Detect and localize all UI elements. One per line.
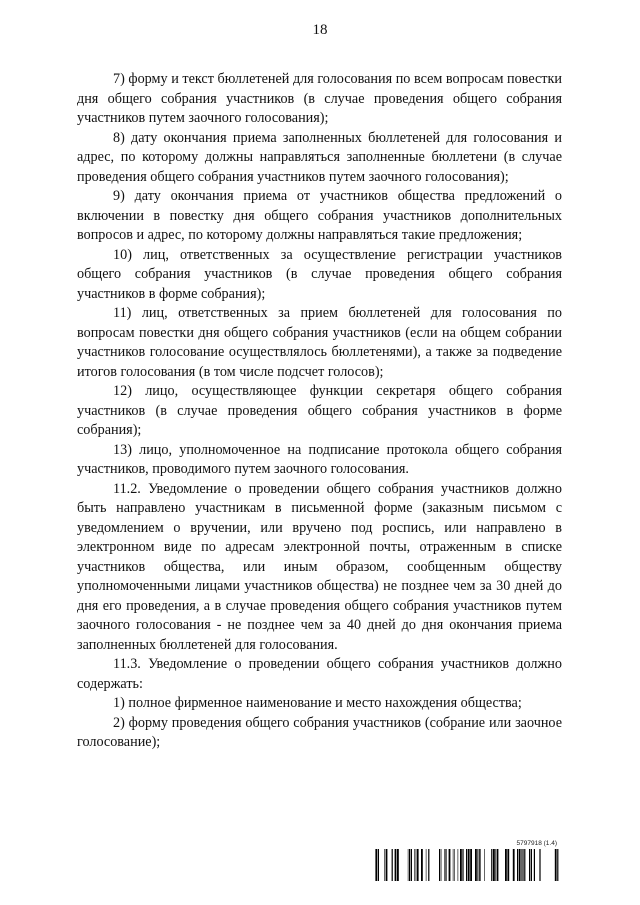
barcode-icon [373,849,563,881]
barcode-caption: 5797918 (1.4) [516,840,557,847]
paragraph-item-13: 13) лицо, уполномоченное на подписание протокола общего собрания участников, проводимого путем заочного голосования. [77,441,562,477]
paragraph-item-2: 2) форму проведения общего собрания участников (собрание или заочное голосование); [77,714,562,750]
page-number: 18 [312,22,328,38]
paragraph-item-8: 8) дату окончания приема заполненных бюллетеней для голосования и адрес, по которому должны направляться заполненные бюллетени (в случае проведения общего собрания участников путем заочного голосования); [77,129,562,185]
barcode-block [373,840,563,881]
paragraph-item-10: 10) лиц, ответственных за осуществление регистрации участников общего собрания участников (в случае проведения общего собрания участников в форме собрания); [77,246,562,302]
paragraph-item-12: 12) лицо, осуществляющее функции секретаря общего собрания участников (в случае проведения общего собрания участников в форме собрания); [77,383,562,438]
paragraph-section-11-2: 11.2. Уведомление о проведении общего собрания участников должно быть направлено участникам в письменной форме (заказным письмом с уведомлением о вручении, или вручено под роспись, или направлено в электронном виде по адресам электронной почты, отраженным в списке участников общества, или иным образом, сообщенным обществу уполномоченными лицами участников общества) не позднее чем за 30 дней до дня его проведения, а в случае проведения общего собрания участников путем заочного голосования - не позднее чем за 40 дней до дня окончания приема заполненных бюллетеней для голосования. [77,480,562,653]
paragraph-item-11: 11) лиц, ответственных за прием бюллетеней для голосования по вопросам повестки дня общего собрания участников (если на общем собрании участников голосование осуществлялось бюллетенями), а также за подведение итогов голосования (в том числе подсчет голосов); [77,305,562,380]
paragraph-section-11-3: 11.3. Уведомление о проведении общего собрания участников должно содержать: [77,656,562,692]
paragraph-item-1: 1) полное фирменное наименование и место нахождения общества; [113,695,522,711]
paragraph-item-7: 7) форму и текст бюллетеней для голосования по всем вопросам повестки дня общего собрания участников (в случае проведения общего собрания участников путем заочного голосования); [77,71,562,126]
document-body [77,70,562,753]
paragraph-item-9: 9) дату окончания приема от участников общества предложений о включении в повестку дня общего собрания участников дополнительных вопросов и адрес, по которому должны направляться такие предложения; [77,188,562,243]
